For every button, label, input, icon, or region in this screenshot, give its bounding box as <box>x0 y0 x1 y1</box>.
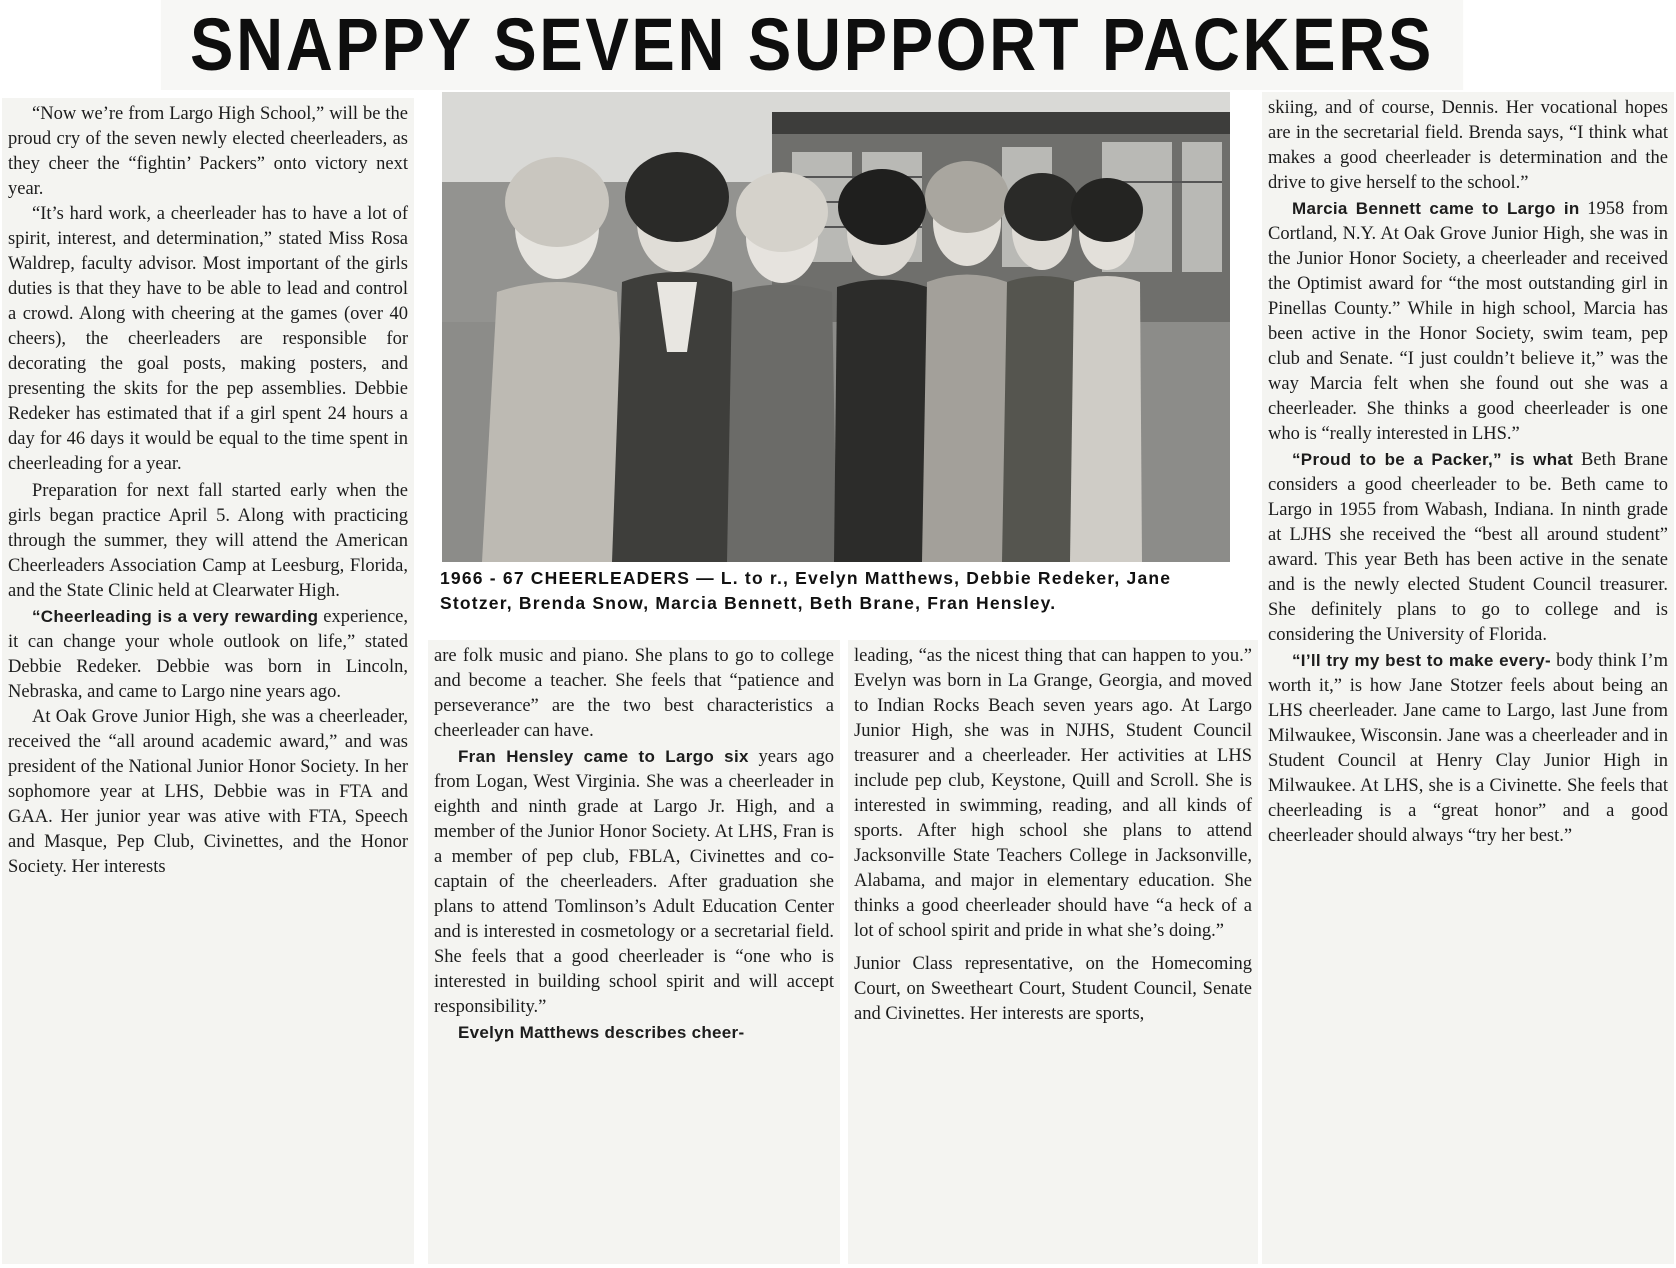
cheerleaders-photo <box>442 92 1230 562</box>
paragraph-body: 1958 from Cortland, N.Y. At Oak Grove Junior High, she was in the Junior Honor Society, a cheerleader and received the Optimist award for “the most outstanding girl in Pinellas County.” While in high school, Marcia has been active in the Honor Society, swim team, pep club and Senate. “I just couldn’t believe it,” was the way Marcia felt when she found out she was a cheerleader. She thinks a good cheerleader is one who is “really interested in LHS.” <box>1268 199 1668 444</box>
photo-illustration <box>442 92 1230 562</box>
paragraph: skiing, and of course, Dennis. Her vocational hopes are in the secretarial field. Brenda says, “I think what makes a good cheerleader is determination and the drive to give herself to the school.” <box>1268 98 1668 193</box>
paragraph-body: years ago from Logan, West Virginia. She was a cheerleader in eighth and ninth grade at Largo Jr. High, and a member of the Junior Honor Society. At LHS, Fran is a member of pep club, FBLA, Civinettes and co-captain of the cheerleaders. After graduation she plans to attend Tomlinson’s Adult Education Center and is interested in cosmetology or a secretarial field. She feels that a good cheerleader is “one who is interested in building school spirit and will accept responsibility.” <box>434 747 834 1017</box>
headline: SNAPPY SEVEN SUPPORT PACKERS <box>161 0 1463 90</box>
paragraph-lead-in: Evelyn Matthews describes cheer- <box>458 1023 745 1042</box>
paragraph-lead-in: “Proud to be a Packer,” is what <box>1292 450 1574 469</box>
article-column-1 <box>2 98 414 1264</box>
article-column-4 <box>1262 92 1674 1264</box>
paragraph: are folk music and piano. She plans to go to college and become a teacher. She feels that “patience and perseverance” are the two best characteristics a cheerleader can have. <box>434 646 834 741</box>
paragraph: Preparation for next fall started early when the girls began practice April 5. Along with practicing through the summer, they will attend the American Cheerleaders Association Camp at Leesburg, Florida, and the State Clinic held at Clearwater High. <box>8 481 408 601</box>
paragraph: Junior Class representative, on the Homecoming Court, on Sweetheart Court, Student Council, Senate and Civinettes. Her interests are sports, <box>854 954 1252 1024</box>
paragraph <box>1268 196 1668 447</box>
paragraph-body: body think I’m worth it,” is how Jane Stotzer feels about being an LHS cheerleader. Jane came to Largo, last June from Milwaukee, Wisconsin. Jane was a cheerleader and in Student Council at Henry Clay Junior High in Milwaukee. At LHS, she is a Civinette. She feels that cheerleading is a “great honor” and a good cheerleader should always “try her best.” <box>1268 651 1668 846</box>
paragraph <box>434 1020 834 1046</box>
paragraph-body: Beth Brane considers a good cheerleader to be. Beth came to Largo in 1955 from Wabash, Indiana. In ninth grade at LJHS she received the “best all around student” award. This year Beth has been active in the senate and is the newly elected Student Council treasurer. She definitely plans to go to college and is considering the University of Florida. <box>1268 450 1668 645</box>
paragraph: At Oak Grove Junior High, she was a cheerleader, received the “all around academic award,” and was president of the National Junior Honor Society. In her sophomore year at LHS, Debbie was in FTA and GAA. Her junior year was ative with FTA, Speech and Masque, Pep Club, Civinettes, and the Honor Society. Her interests <box>8 707 408 877</box>
paragraph: “It’s hard work, a cheerleader has to have a lot of spirit, interest, and determination,” stated Miss Rosa Waldrep, faculty advisor. Most important of the girls duties is that they have to be able to lead and control a crowd. Along with cheering at the games (over 40 cheers), the cheerleaders are responsible for decorating the goal posts, making posters, and presenting the skits for the pep assemblies. Debbie Redeker has estimated that if a girl spent 24 hours a day for 46 days it would be equal to the time spent in cheerleading for a year. <box>8 204 408 474</box>
article-column-2 <box>428 640 840 1264</box>
paragraph: “Now we’re from Largo High School,” will be the proud cry of the seven newly elected cheerleaders, as they cheer the “fightin’ Packers” onto victory next year. <box>8 104 408 199</box>
paragraph-lead-in: “Cheerleading is a very rewarding <box>32 607 319 626</box>
paragraph <box>1268 648 1668 849</box>
paragraph-lead-in: “I’ll try my best to make every- <box>1292 651 1551 670</box>
paragraph: leading, “as the nicest thing that can happen to you.” Evelyn was born in La Grange, Georgia, and moved to Indian Rocks Beach seven years ago. At Largo Junior High, she was in NJHS, Student Council treasurer and a cheerleader. Her activities at LHS include pep club, Keystone, Quill and Scroll. She is interested in swimming, reading, and all kinds of sports. After high school she plans to attend Jacksonville State Teachers College in Jacksonville, Alabama, and major in elementary education. She thinks a good cheerleader should have “a heck of a lot of school spirit and pride in what she’s doing.” <box>854 646 1252 941</box>
paragraph <box>8 604 408 705</box>
paragraph-lead-in: Fran Hensley came to Largo six <box>458 747 749 766</box>
paragraph <box>434 744 834 1020</box>
paragraph-body: experience, it can change your whole outlook on life,” stated Debbie Redeker. Debbie was born in Lincoln, Nebraska, and came to Largo nine years ago. <box>8 607 408 702</box>
article-column-3 <box>848 640 1258 1264</box>
paragraph <box>1268 447 1668 648</box>
paragraph-lead-in: Marcia Bennett came to Largo in <box>1292 199 1580 218</box>
photo-caption: 1966 - 67 CHEERLEADERS — L. to r., Evelyn Matthews, Debbie Redeker, Jane Stotzer, Brenda Snow, Marcia Bennett, Beth Brane, Fran Hensley. <box>440 568 1172 613</box>
